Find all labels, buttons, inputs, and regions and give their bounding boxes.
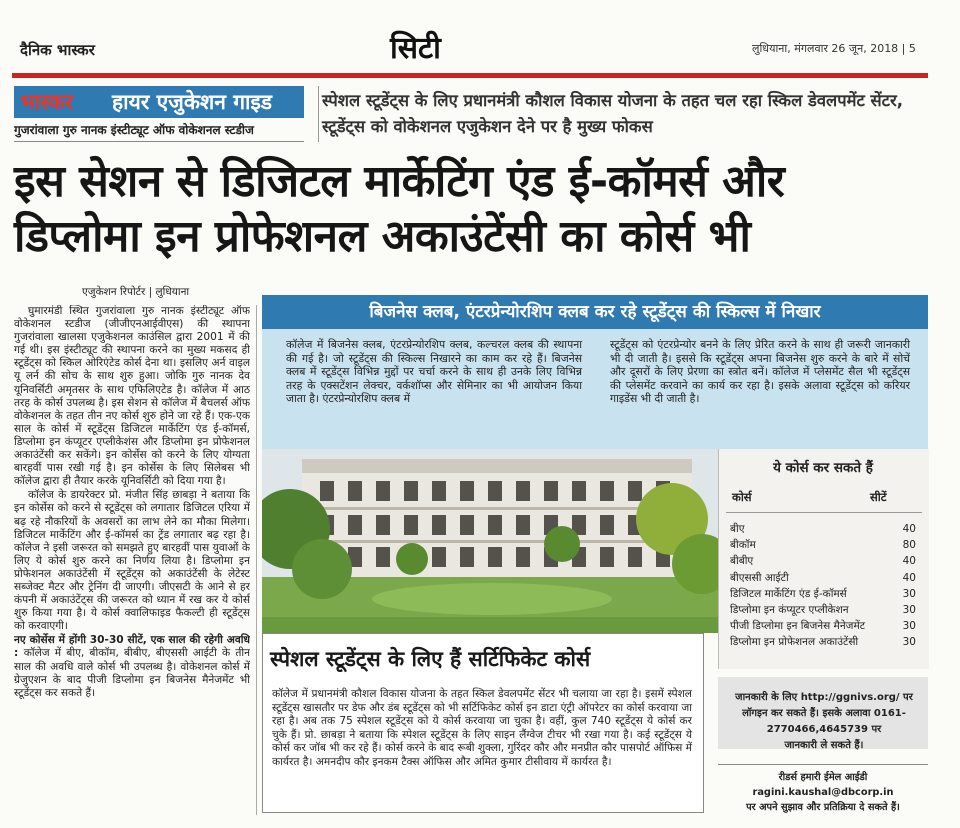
subheading: [14, 634, 250, 699]
table-row: [730, 521, 916, 537]
section-title: सिटी: [390, 31, 441, 66]
email-line: रीडर्स हमारी ईमेल आईडी ragini.kaushal@dbcorp.in: [752, 772, 894, 798]
contact-line: 2770466,4645739 पर: [766, 724, 882, 735]
paragraph: कॉलेज में बीए, बीकॉम, बीबीए, बीएससी आईटी के तीन साल की अवधि वाले कोर्स भी उपलब्ध है। वोकेशनल कोर्स में ग्रेजुएशन के बाद पीजी डिप्लोमा इन बिजनेस मैनेजमेंट भी स्टूडेंट्स कर सकते हैं।: [14, 647, 250, 699]
headline-line-2: डिप्लोमा इन प्रोफेशनल अकाउंटेंसी का कोर्स भी: [14, 211, 751, 262]
headline-line-1: इस सेशन से डिजिटल मार्केटिंग एंड ई-कॉमर्स और: [14, 156, 785, 207]
divider: [318, 86, 319, 142]
table-row: [730, 586, 916, 602]
club-banner: बिजनेस क्लब, एंटरप्रेन्योरशिप क्लब कर रहे स्टूडेंट्स की स्किल्स में निखार: [262, 295, 928, 329]
course-name: बीबीए: [730, 555, 754, 568]
institute-name: गुजरांवाला गुरु नानक इंस्टीट्यूट ऑफ वोकेशनल स्टडीज: [14, 119, 304, 142]
certificate-text: कॉलेज में प्रधानमंत्री कौशल विकास योजना के तहत स्किल डेवलपमेंट सेंटर भी चलाया जा रहा है। इसमें स्पेशल स्टूडेंट्स खासतौर पर डेफ और डंब स्टूडेंट्स को भी सर्टिफिकेट कोर्स इन डाटा एंट्री ऑपरेटर का कोर्स करवाया जा रहा है। अब तक 75 स्पेशल स्टूडेंट्स को ये कोर्स करवाया जा चुका है। वहीं, कुल 740 स्टूडेंट्स ये कोर्स कर चुके हैं। प्रो. छाबड़ा ने बताया कि स्पेशल स्टूडेंट्स के लिए साइन लैंग्वेज टीचर भी रखा गया है। कई स्टूडेंट्स ये कोर्स कर जॉब भी कर रहे हैं। कोर्स करने के बाद रूबी शुक्ला, गुरिंदर कौर और मनप्रीत कौर पासपोर्ट ऑफिस में कार्यरत है। अमनदीप कौर इनकम टैक्स ऑफिस और अमित कुमार टीसीवाय में कार्यरत है।: [272, 688, 692, 768]
course-seats: 40: [902, 555, 916, 568]
email-note: [718, 770, 928, 815]
course-seats: 30: [902, 636, 916, 649]
course-name: डिप्लोमा इन प्रोफेशनल अकाउंटेंसी: [730, 636, 859, 649]
left-article-column: [14, 305, 250, 820]
byline: एजुकेशन रिपोर्टर | लुधियाना: [82, 286, 190, 298]
course-name: डिप्लोमा इन कंप्यूटर एप्लीकेशन: [730, 604, 849, 616]
table-row: [730, 634, 916, 650]
course-seats: 40: [902, 523, 916, 535]
course-seats: 80: [902, 539, 916, 552]
header-rule: [12, 73, 928, 78]
contact-text: [730, 690, 918, 754]
course-name: बीएससी आईटी: [730, 571, 789, 584]
table-row: [730, 618, 916, 634]
certificate-title: स्पेशल स्टूडेंट्स के लिए हैं सर्टिफिकेट कोर्स: [270, 647, 591, 671]
newspaper-logo: दैनिक भास्कर: [20, 41, 95, 59]
paragraph: घुमारमंडी स्थित गुजरांवाला गुरु नानक इंस्टीट्यूट ऑफ वोकेशनल स्टडीज (जीजीएनआईवीएस) की स्थापना गुजरांवाला खालसा एजुकेशनल काउंसिल द्वारा 2001 में की गई थी। इस इंस्टीट्यूट की स्थापना करने का मुख्य मकसद ही स्टूडेंट्स को स्किल ओरिएंटेड कोर्स देना था। इसलिए अर्न वाइल यू लर्न की सोच के साथ शुरु हुआ। जोकि गुरु नानक देव यूनिवर्सिटी अमृतसर के साथ एफिलिएटेड है। कॉलेज में आठ तरह के कोर्स उपलब्ध है। इस सेशन से कॉलेज में बैचलर्स ऑफ वोकेशनल के तहत तीन नए कोर्स शुरु होने जा रहे हैं। एक-एक साल के कोर्स में स्टूडेंट्स डिजिटल मार्केटिंग एंड ई-कॉमर्स, डिप्लोमा इन कंप्यूटर एप्लीकेशंस और डिप्लोमा इन प्रोफेशनल अकाउंटेंसी कर सकेंगे। इन कोर्सेस को करने के लिए योग्यता बारहवीं पास रखी गई है। इन कोर्सेस के लिए सिलेबस भी कॉलेज द्वारा ही तैयार करके यूनिवर्सिटी को दिया गया है।: [14, 305, 250, 488]
courses-title: ये कोर्स कर सकते हैं: [773, 460, 873, 476]
subhead-bold: नए कोर्सेस में होंगी 30-30 सीटें, एक साल की रहेगी अवधि :: [14, 634, 250, 660]
column-divider: [256, 305, 257, 815]
table-row: [730, 602, 916, 618]
dateline: लुधियाना, मंगलवार 26 जून, 2018 | 5: [752, 42, 916, 55]
course-seats: 40: [902, 571, 916, 584]
course-seats: 30: [902, 604, 916, 616]
table-divider: [726, 512, 922, 513]
course-seats: 30: [902, 620, 916, 633]
courses-column-header: कोर्स: [732, 490, 752, 504]
campus-photo: [262, 449, 718, 633]
brand-bhaskar: भास्कर: [20, 90, 74, 114]
table-row: [730, 553, 916, 569]
table-row: [730, 570, 916, 586]
paragraph: कॉलेज के डायरेक्टर प्रो. मंजीत सिंह छाबड़ा ने बताया कि इन कोर्सेस को करने से स्टूडेंट्स को लगातार डिजिटल एरिया में बढ़ रहे नौकरियों के अवसरों का लाभ लेने का मौका मिलेगा। डिजिटल मार्केटिंग और ई-कॉमर्स का ट्रेंड लगातार बढ़ रहा है। कॉलेज ने इसी जरूरत को समझते हुए बारहवीं पास युवाओं के लिए ये कोर्स शुरु करने का निर्णय लिया है। डिप्लोमा इन प्रोफेशनल अकाउंटेंसी में स्टूडेंट्स को अकाउंटेंसी के लेटेस्ट सब्जेक्ट मैटर और ट्रेनिंग दी जाएगी। जीएसटी के आने से हर कंपनी में अकाउंटेंट्स की जरूरत को ध्यान में रख कर ये कोर्स शुरु किया गया है। ये कोर्स क्वालिफाइड फैकल्टी ही स्टूडेंट्स को करवाएगी।: [14, 489, 250, 633]
table-row: [730, 537, 916, 553]
contact-line: जानकारी ले सकते हैं।: [784, 740, 864, 751]
divider: [718, 764, 928, 765]
course-seats: 30: [902, 587, 916, 600]
course-name: बीए: [730, 523, 745, 535]
headline: [14, 154, 934, 264]
seats-column-header: सीटें: [870, 490, 887, 504]
course-name: डिजिटल मार्केटिंग एंड ई-कॉमर्स: [730, 587, 847, 600]
kicker-text: स्पेशल स्टूडेंट्स के लिए प्रधानमंत्री कौशल विकास योजना के तहत चल रहा स्किल डेवलपमेंट सेंटर, स्टूडेंट्स को वोकेशनल एजुकेशन देने पर है मुख्य फोकस: [322, 91, 904, 136]
contact-line: जानकारी के लिए http://ggnivs.org/ पर: [735, 692, 913, 703]
course-name: बीकॉम: [730, 539, 756, 552]
club-text-right: स्टूडेंट्स को एंटरप्रेन्योर बनने के लिए प्रेरित करने के साथ ही जरूरी जानकारी भी दी जाती है। इससे कि स्टूडेंट्स अपना बिजनेस शुरु करने के बारे में सोचें और दूसरों के लिए प्रेरणा का स्त्रोत बनें। कॉलेज में प्लेसमेंट सैल भी स्टूडेंट्स की प्लेसमेंट करवाने का कार्य कर रहा है। इसके अलावा स्टूडेंट्स को करियर गाइडेंस भी दी जाती है।: [610, 338, 910, 405]
email-line: पर अपने सुझाव और प्रतिक्रिया दे सकते हैं।: [746, 802, 900, 813]
brand-guide-title: हायर एजुकेशन गाइड: [112, 90, 273, 114]
course-name: पीजी डिप्लोमा इन बिजनेस मैनेजमेंट: [730, 620, 866, 633]
club-text-left: कॉलेज में बिजनेस क्लब, एंटरप्रेन्योरशिप क्लब, कल्चरल क्लब की स्थापना की गई है। जो स्टूडेंट्स की स्किल्स निखारने का काम कर रहे हैं। बिजनेस क्लब में स्टूडेंट्स विभिन्न मुद्दों पर चर्चा करने के साथ ही उनके लिए विभिन्न तरह के एक्सटेंशन लेक्चर, वर्कशॉप्स और सेमिनार का भी आयोजन किया जाता है। एंटरप्रेन्योरशिप क्लब में: [286, 338, 582, 405]
contact-line: लॉगइन कर सकते हैं। इसके अलावा 0161-: [742, 708, 906, 719]
